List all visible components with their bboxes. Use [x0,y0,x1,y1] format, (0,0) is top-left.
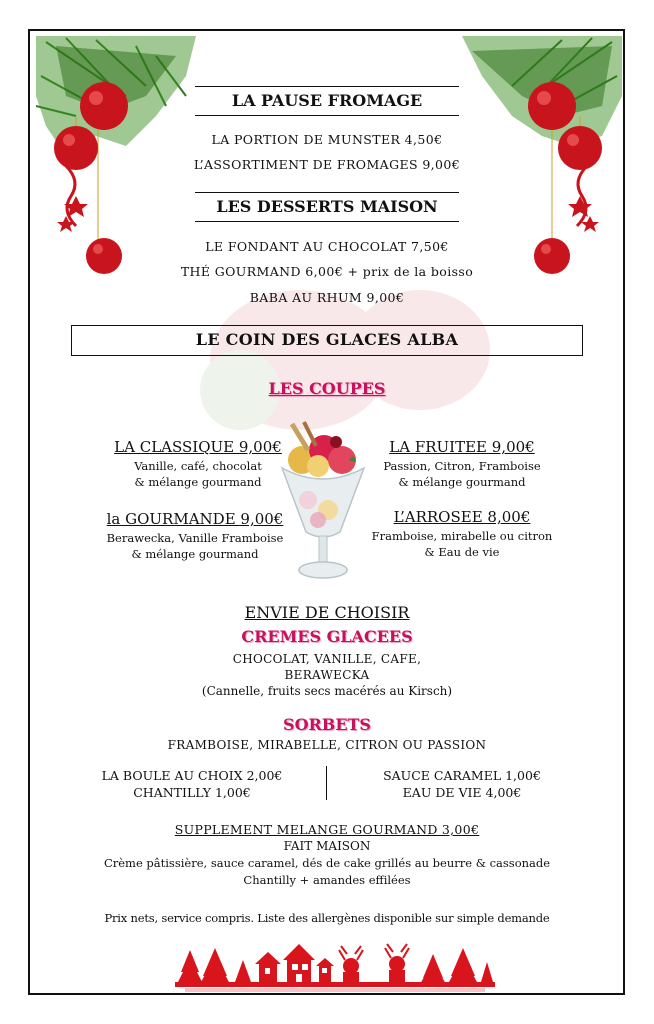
supplement-line: Chantilly + amandes effilées [243,873,411,887]
ice-cream-sundae-icon [278,420,368,585]
coupes-title: LES COUPES [268,379,386,398]
coupe-desc: Framboise, mirabelle ou citron [371,529,553,543]
coupe-arrosee [360,508,564,560]
coupe-desc: Vanille, café, chocolat [134,459,262,473]
coupe-classique [98,438,298,490]
coupe-name: la GOURMANDE 9,00€ [106,510,284,528]
coupe-name: LA FRUITEE 9,00€ [389,438,535,456]
choisir-title: ENVIE DE CHOISIR [244,603,410,622]
supplement-title: SUPPLEMENT MELANGE GOURMAND 3,00€ [174,822,480,837]
coupe-desc: Passion, Citron, Framboise [383,459,541,473]
coupe-fruitee [362,438,562,490]
menu-item: LA PORTION DE MUNSTER 4,50€ [211,132,443,147]
coupe-desc: & Eau de vie [424,545,500,559]
supplement-line: Crème pâtissière, sauce caramel, dés de cake grillés au beurre & cassonade [103,856,551,870]
coupe-desc: & mélange gourmand [131,547,259,561]
cremes-note: (Cannelle, fruits secs macérés au Kirsch) [201,684,453,698]
coupe-desc: & mélange gourmand [398,475,526,489]
eau-de-vie-price: EAU DE VIE 4,00€ [402,785,522,800]
supplement-line: FAIT MAISON [283,839,371,853]
boule-price: LA BOULE AU CHOIX 2,00€ [101,768,283,783]
menu-item: LE FONDANT AU CHOCOLAT 7,50€ [205,239,449,254]
cremes-flavors: BERAWECKA [284,668,370,682]
sorbets-title: SORBETS [283,715,371,734]
cremes-title: CREMES GLACEES [241,627,413,646]
footer-note: Prix nets, service compris. Liste des allergènes disponible sur simple demande [104,911,550,925]
menu-item: L’ASSORTIMENT DE FROMAGES 9,00€ [193,157,461,172]
christmas-village-icon [175,928,495,992]
coupe-desc: & mélange gourmand [134,475,262,489]
section-title-glaces: LE COIN DES GLACES ALBA [71,325,583,356]
caramel-price: SAUCE CARAMEL 1,00€ [383,768,541,783]
coupe-gourmande [96,510,294,562]
coupe-name: LA CLASSIQUE 9,00€ [114,438,282,456]
menu-item: BABA AU RHUM 9,00€ [249,290,405,305]
cremes-flavors: CHOCOLAT, VANILLE, CAFE, [232,652,422,666]
extras-left [92,768,292,800]
divider [326,766,327,800]
section-title-fromage: LA PAUSE FROMAGE [195,86,459,116]
coupe-name: L’ARROSEE 8,00€ [393,508,531,526]
section-title-desserts: LES DESSERTS MAISON [195,192,459,222]
chantilly-price: CHANTILLY 1,00€ [133,785,251,800]
coupe-desc: Berawecka, Vanille Framboise [106,531,284,545]
sorbets-flavors: FRAMBOISE, MIRABELLE, CITRON OU PASSION [167,738,487,752]
extras-right [362,768,562,800]
menu-item: THÉ GOURMAND 6,00€ + prix de la boisso [180,264,474,279]
